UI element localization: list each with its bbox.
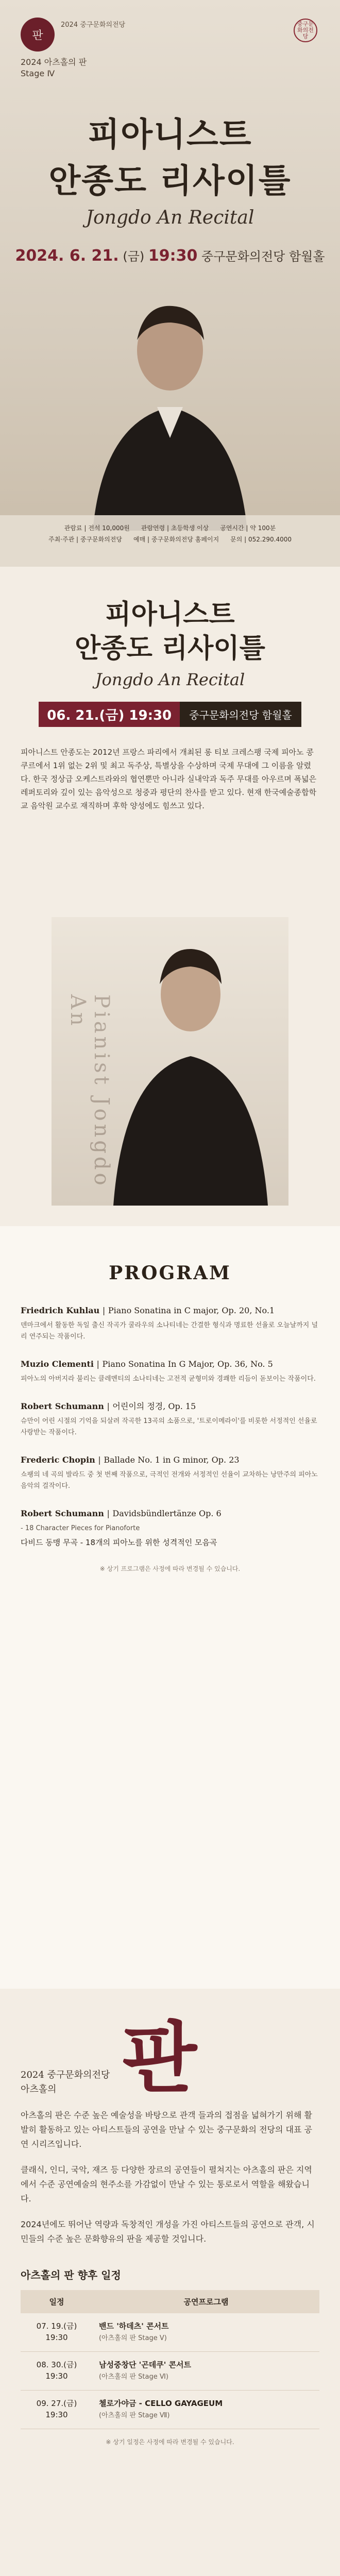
series-logo (21, 18, 55, 52)
program-item (21, 1454, 319, 1492)
composer: Friedrich Kuhlau (21, 1306, 100, 1315)
work: Piano Sonatina In G Major, Op. 36, No. 5 (102, 1359, 273, 1369)
row-program-title: 밴드 '하데츠' 콘서트 (99, 2321, 169, 2331)
program-item (21, 1304, 319, 1343)
schedule-header-row (21, 2290, 319, 2313)
credit-age: 관람연령 | 초등학생 이상 (141, 524, 209, 532)
hero-time: 19:30 (148, 247, 198, 265)
credit-price: 관람료 | 전석 10,000원 (64, 524, 130, 532)
composer: Muzio Clementi (21, 1359, 94, 1369)
separator: | (102, 1306, 106, 1315)
intro-venue-badge: 중구문화의전당 함월홀 (180, 702, 301, 727)
schedule-col-program: 공연프로그램 (93, 2290, 319, 2313)
credit-booking[interactable]: 예매 | 중구문화의전당 홈페이지 (133, 536, 219, 543)
hero-section (0, 0, 340, 567)
work: 어린이의 정경, Op. 15 (112, 1401, 196, 1411)
table-row (21, 2313, 319, 2352)
separator: | (96, 1359, 99, 1369)
hero-day: (금) (123, 249, 145, 264)
series-label-line-1: 2024 중구문화의전당 (21, 2070, 110, 2080)
program-item (21, 1400, 319, 1438)
row-program-title: 남성중창단 '곤데쿠' 콘서트 (99, 2360, 192, 2369)
schedule-title: 아츠홀의 판 향후 일정 (21, 2269, 121, 2281)
series-head (21, 2013, 319, 2104)
row-program (93, 2391, 319, 2429)
hero-date: 2024. 6. 21. (15, 247, 119, 265)
schedule-table (21, 2290, 319, 2429)
series-label-line-2: 아츠홀의 (21, 2084, 57, 2095)
logo-caption: 2024 중구문화의전당 (61, 21, 126, 29)
separator: | (107, 1401, 110, 1411)
program-item-title (21, 1358, 319, 1370)
program-item-subtitle: 다비드 동맹 무곡 - 18개의 피아노를 위한 성격적인 모음곡 (21, 1538, 217, 1547)
logo-glyph: 판 (32, 29, 43, 42)
table-row (21, 2352, 319, 2391)
program-item (21, 1358, 319, 1385)
program-item-body: 쇼팽의 네 곡의 발라드 중 첫 번째 작품으로, 극적인 전개와 서정적인 선율이 교차하는 낭만주의 피아노 음악의 걸작이다. (21, 1471, 318, 1490)
hero-credits (0, 515, 340, 567)
series-big-glyph: 판 (122, 2013, 197, 2104)
artist-photo-figure (52, 917, 288, 1206)
row-date: 07. 19.(금) 19:30 (21, 2313, 93, 2352)
credit-duration: 공연시간 | 약 100분 (220, 524, 276, 532)
program-section (0, 1226, 340, 1989)
intro-datebar (0, 702, 340, 727)
work: Ballade No. 1 in G minor, Op. 23 (104, 1455, 240, 1465)
separator: | (107, 1509, 110, 1518)
table-row (21, 2391, 319, 2429)
credit-contact: 문의 | 052.290.4000 (230, 536, 292, 543)
hero-title-line-1: 피아니스트 (88, 116, 252, 154)
series-line-2: Stage Ⅳ (21, 69, 55, 78)
composer: Robert Schumann (21, 1401, 104, 1411)
work: Piano Sonatina in C major, Op. 20, No.1 (108, 1306, 275, 1315)
intro-title-line-2: 안종도 리사이틀 (75, 633, 265, 664)
series-line-1: 2024 아츠홀의 판 (21, 57, 87, 67)
schedule-note: ※ 상기 일정은 사정에 따라 변경될 수 있습니다. (106, 2438, 234, 2446)
intro-title (0, 598, 340, 666)
hero-title-line-2: 안종도 리사이틀 (48, 162, 292, 200)
program-item (21, 1507, 319, 1549)
row-program-title: 첼로가야금 - CELLO GAYAGEUM (99, 2399, 223, 2408)
photo-caption: Pianist Jongdo An (66, 994, 113, 1189)
series-para-1: 아츠홀의 판은 수준 높은 예술성을 바탕으로 관객 들과의 접점을 넓혀가기 위해 활발히 활동하고 있는 아티스트들의 공연을 만날 수 있는 중구문화의 전당의 대표 공연 시리즈입니다. (21, 2110, 312, 2149)
series-label (21, 57, 87, 79)
pianist-portrait (82, 289, 258, 531)
program-item-body: 슈만이 어린 시절의 기억을 되살려 작곡한 13곡의 소품으로, '트로이메라이'를 비롯한 서정적인 선율로 사랑받는 작품이다. (21, 1417, 317, 1436)
hero-dateline (0, 246, 340, 265)
program-item-title (21, 1454, 319, 1466)
row-date: 08. 30.(금) 19:30 (21, 2352, 93, 2391)
series-para-2: 클래식, 인디, 국악, 재즈 등 다양한 장르의 공연들이 펼쳐지는 아츠홀의 판은 지역에서 수준 공연예술의 현주소를 가감없이 만날 수 있는 통로로서 역할을 해왔습니다. (21, 2165, 312, 2204)
row-program (93, 2313, 319, 2352)
intro-date-badge: 06. 21.(금) 19:30 (39, 702, 180, 727)
program-heading: PROGRAM (109, 1262, 231, 1284)
artist-description: 피아니스트 안종도는 2012년 프랑스 파리에서 개최된 롱 티보 크레스팽 국제 피아노 콩쿠르에서 1위 없는 2위 및 최고 독주상, 특별상을 수상하며 국제 무대에 그 이름을 알렸다. 한국 정상급 오케스트라와의 협연뿐만 아니라 실내악과 독주 무대를 아우르며 폭넓은 레퍼토리와 깊이 있는 음악성으로 청중과 평단의 찬사를 받고 있다. 현재 한국예술종합학교 음악원 교수로 재직하며 후학 양성에도 힘쓰고 있다. (21, 748, 317, 810)
program-item-body: 피아노의 아버지라 불리는 클레멘티의 소나티네는 고전적 균형미와 경쾌한 리듬이 돋보이는 작품이다. (21, 1375, 316, 1383)
hero-title-en: Jongdo An Recital (86, 207, 254, 228)
row-date: 09. 27.(금) 19:30 (21, 2391, 93, 2429)
intro-title-en: Jongdo An Recital (95, 670, 245, 689)
series-para-3: 2024년에도 뛰어난 역량과 독창적인 개성을 가진 아티스트들의 공연으로 관객, 시민들의 수준 높은 문화향유의 판을 제공할 것입니다. (21, 2219, 315, 2244)
series-label-block (21, 2068, 110, 2097)
row-program-sub: (아츠홀의 판 Stage Ⅶ) (99, 2412, 170, 2419)
series-section (0, 1989, 340, 2576)
row-program-sub: (아츠홀의 판 Stage Ⅴ) (99, 2334, 167, 2342)
credit-organizer: 주최·주관 | 중구문화의전당 (48, 536, 122, 543)
composer: Robert Schumann (21, 1509, 104, 1518)
program-item-body: 덴마크에서 활동한 독일 출신 작곡가 쿨라우의 소나티네는 간결한 형식과 명료한 선율로 오늘날까지 널리 연주되는 작품이다. (21, 1321, 318, 1341)
work: Davidsbündlertänze Op. 6 (112, 1509, 222, 1518)
row-program-sub: (아츠홀의 판 Stage Ⅵ) (99, 2373, 168, 2381)
separator: | (98, 1455, 101, 1465)
artist-photo (52, 917, 288, 1206)
schedule-col-date: 일정 (21, 2290, 93, 2313)
program-item-body: - 18 Character Pieces for Pianoforte (21, 1524, 140, 1532)
program-note: ※ 상기 프로그램은 사정에 따라 변경될 수 있습니다. (99, 1565, 241, 1572)
program-item-title (21, 1400, 319, 1413)
intro-title-line-1: 피아니스트 (105, 599, 235, 630)
program-item-title (21, 1304, 319, 1317)
composer: Frederic Chopin (21, 1455, 95, 1465)
row-program (93, 2352, 319, 2391)
venue-seal: 중구문화의전당 (294, 19, 317, 42)
intro-section (0, 567, 340, 1226)
hero-venue: 중구문화의전당 함월홀 (201, 249, 325, 264)
program-item-title (21, 1507, 319, 1520)
